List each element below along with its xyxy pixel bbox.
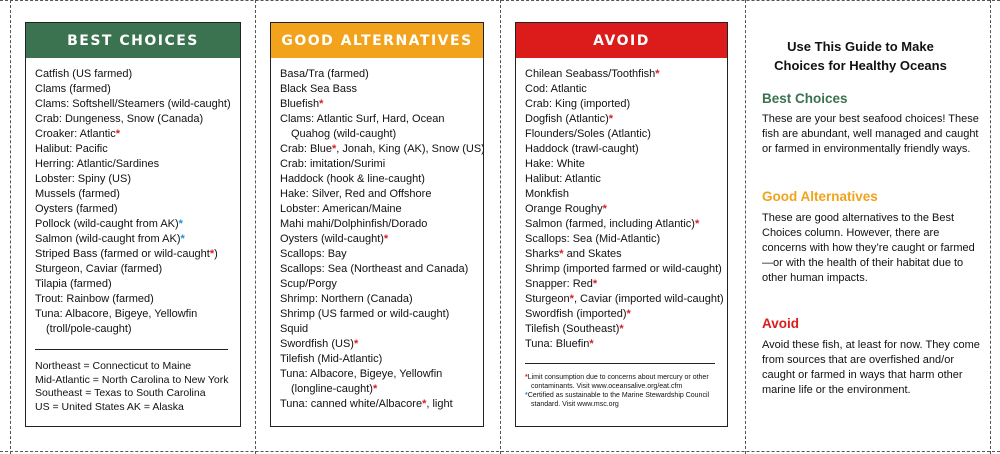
avoid-list: [525, 67, 723, 352]
list-item: [280, 397, 479, 412]
list-item: [35, 307, 236, 337]
item-name: Haddock (trawl-caught): [525, 143, 639, 155]
red-asterisk-icon: *: [592, 278, 598, 290]
list-item: [35, 232, 236, 247]
list-item: [525, 202, 723, 217]
item-name: Cod: Atlantic: [525, 83, 587, 95]
list-item: [525, 142, 723, 157]
list-item: [280, 187, 479, 202]
fold-line-3: [500, 0, 501, 454]
list-item: [280, 202, 479, 217]
item-name: Dogfish (Atlantic): [525, 113, 609, 125]
red-asterisk-icon: *: [602, 203, 607, 215]
item-name: Pollock (wild-caught from AK): [35, 218, 179, 230]
item-name: Tilefish (Southeast): [525, 323, 620, 335]
list-item: [280, 247, 479, 262]
list-item: [35, 127, 236, 142]
list-item: [280, 82, 479, 97]
list-item: [525, 82, 723, 97]
list-item: [525, 232, 723, 247]
item-name: Swordfish (imported): [525, 308, 627, 320]
item-name: Chilean Seabass/Toothfish: [525, 68, 656, 80]
item-name: Shrimp (US farmed or wild-caught): [280, 308, 450, 320]
fold-line-5: [990, 0, 991, 454]
best-choices-panel: [25, 22, 241, 427]
item-name: Catfish (US farmed): [35, 68, 133, 80]
item-name: Oysters (farmed): [35, 203, 118, 215]
list-item: [280, 367, 479, 397]
list-item: [525, 292, 723, 307]
item-name: Lobster: American/Maine: [280, 203, 402, 215]
item-name: Mussels (farmed): [35, 188, 120, 200]
item-name: Salmon (wild-caught from AK): [35, 233, 181, 245]
list-item: [35, 247, 236, 262]
guide-avoid-heading: Avoid: [762, 316, 799, 331]
item-name: Flounders/Soles (Atlantic): [525, 128, 651, 140]
item-name: Shrimp: Northern (Canada): [280, 293, 413, 305]
item-name: Sturgeon: [525, 293, 570, 305]
item-name: Sharks: [525, 248, 560, 260]
item-name: Crab: imitation/Surimi: [280, 158, 386, 170]
list-item: [280, 97, 479, 112]
good-alternatives-panel: [270, 22, 484, 427]
item-name: Haddock (hook & line-caught): [280, 173, 425, 185]
item-name: Swordfish (US): [280, 338, 354, 350]
best-choices-header: BEST CHOICES: [26, 23, 240, 58]
item-name: Herring: Atlantic/Sardines: [35, 158, 160, 170]
list-item: [280, 337, 479, 352]
list-item: [35, 262, 236, 277]
item-name: Hake: Silver, Red and Offshore: [280, 188, 432, 200]
good-alternatives-header: GOOD ALTERNATIVES: [271, 23, 483, 58]
list-item: [35, 82, 236, 97]
item-name: Tuna: Albacore, Bigeye, Yellowfin (longline-caught): [280, 368, 443, 395]
list-item: [525, 217, 723, 232]
region-legend-item: Northeast = Connecticut to Maine: [35, 360, 192, 372]
item-name: Tilapia (farmed): [35, 278, 112, 290]
item-name: Mahi mahi/Dolphinfish/Dorado: [280, 218, 428, 230]
item-name: Monkfish: [525, 188, 570, 200]
item-suffix: , Caviar (imported wild-caught): [573, 293, 724, 305]
item-name: Lobster: Spiny (US): [35, 173, 131, 185]
list-item: [280, 217, 479, 232]
list-item: [280, 157, 479, 172]
list-item: [280, 352, 479, 367]
red-asterisk-icon: *: [559, 248, 564, 260]
best-choices-list: [35, 67, 236, 337]
red-asterisk-icon: *: [655, 68, 660, 80]
list-item: [35, 172, 236, 187]
footnote-msc: [525, 391, 721, 409]
item-name: Tuna: Bluefin: [525, 338, 590, 350]
item-name: Orange Roughy: [525, 203, 603, 215]
item-name: Shrimp (imported farmed or wild-caught): [525, 263, 722, 275]
blue-asterisk-icon: *: [180, 233, 185, 245]
list-item: [525, 127, 723, 142]
footnote-text: Limit consumption due to concerns about mercury or other contaminants. Visit www.oceansalive.org/eat.cfm: [527, 374, 709, 390]
red-asterisk-icon: *: [383, 233, 389, 245]
good-alternatives-list: [280, 67, 485, 412]
item-name: Squid: [280, 323, 309, 335]
list-item: [35, 157, 236, 172]
list-item: [280, 322, 479, 337]
red-asterisk-icon: *: [422, 398, 427, 410]
item-name: Tuna: canned white/Albacore: [280, 398, 423, 410]
item-name: Oysters (wild-caught): [280, 233, 384, 245]
item-name: Tilefish (Mid-Atlantic): [280, 353, 383, 365]
item-suffix: and Skates: [563, 248, 622, 260]
red-asterisk-icon: *: [619, 323, 624, 335]
item-name: Halibut: Pacific: [35, 143, 108, 155]
list-item: [525, 172, 723, 187]
red-asterisk-icon: *: [626, 308, 631, 320]
list-item: [525, 157, 723, 172]
red-asterisk-icon: *: [331, 143, 337, 155]
footnote-mercury: [525, 373, 721, 391]
item-name: Clams: Softshell/Steamers (wild-caught): [35, 98, 231, 110]
red-asterisk-icon: *: [319, 98, 324, 110]
fold-line-4: [745, 0, 746, 454]
item-name: Crab: Blue: [280, 143, 332, 155]
list-item: [280, 277, 479, 292]
list-item: [525, 67, 723, 82]
list-item: [280, 112, 479, 142]
red-asterisk-icon: *: [372, 383, 378, 395]
red-asterisk-icon: *: [525, 374, 528, 381]
red-asterisk-icon: *: [608, 113, 614, 125]
blue-asterisk-icon: *: [525, 392, 528, 399]
item-name: Scallops: Sea (Northeast and Canada): [280, 263, 469, 275]
list-item: [35, 277, 236, 292]
guide-good-heading: Good Alternatives: [762, 189, 878, 204]
list-item: [280, 142, 485, 157]
blue-asterisk-icon: *: [178, 218, 183, 230]
list-item: [525, 307, 723, 322]
list-item: [280, 67, 479, 82]
region-legend-item: Southeast = Texas to South Carolina: [35, 387, 206, 399]
list-item: [35, 217, 236, 232]
guide-good-text: These are good alternatives to the Best Choices column. However, there are concerns with how they’re caught or farmed—or with the health of their habitat due to other human impacts.: [762, 212, 975, 284]
item-name: Scallops: Sea (Mid-Atlantic): [525, 233, 661, 245]
red-asterisk-icon: *: [589, 338, 594, 350]
item-name: Crab: King (imported): [525, 98, 631, 110]
list-item: [525, 262, 723, 277]
list-item: [35, 142, 236, 157]
item-name: Clams (farmed): [35, 83, 111, 95]
item-name: Black Sea Bass: [280, 83, 358, 95]
item-name: Croaker: Atlantic: [35, 128, 116, 140]
list-item: [525, 112, 723, 127]
red-asterisk-icon: *: [569, 293, 574, 305]
red-asterisk-icon: *: [209, 248, 215, 260]
item-name: Scup/Porgy: [280, 278, 337, 290]
avoid-header: AVOID: [516, 23, 727, 58]
item-suffix: , light: [426, 398, 453, 410]
avoid-divider: [525, 363, 715, 364]
guide-best-heading: Best Choices: [762, 91, 848, 106]
item-name: Halibut: Atlantic: [525, 173, 601, 185]
fold-line-2: [255, 0, 256, 454]
item-name: Scallops: Bay: [280, 248, 347, 260]
list-item: [35, 292, 236, 307]
item-name: Snapper: Red: [525, 278, 593, 290]
guide-title-line: Use This Guide to Make: [787, 39, 934, 54]
item-name: Sturgeon, Caviar (farmed): [35, 263, 163, 275]
list-item: [35, 112, 236, 127]
guide-best-text: These are your best seafood choices! These fish are abundant, well managed and caught or farmed in environmentally friendly ways.: [762, 113, 979, 155]
list-item: [525, 322, 723, 337]
item-name: Basa/Tra (farmed): [280, 68, 369, 80]
list-item: [280, 307, 479, 322]
list-item: [35, 202, 236, 217]
item-name: Bluefish: [280, 98, 320, 110]
fold-line-1: [10, 0, 11, 454]
list-item: [280, 292, 479, 307]
guide-title-line: Choices for Healthy Oceans: [774, 58, 947, 73]
guide-title: [758, 37, 963, 75]
guide-avoid-text: Avoid these fish, at least for now. They come from sources that are overfished and/or caught or farmed in ways that harm other marine life or the environment.: [762, 339, 980, 396]
list-item: [525, 97, 723, 112]
red-asterisk-icon: *: [694, 218, 700, 230]
list-item: [280, 172, 479, 187]
list-item: [35, 97, 236, 112]
list-item: [525, 247, 723, 262]
avoid-panel: [515, 22, 728, 427]
item-name: Hake: White: [525, 158, 585, 170]
region-legend-item: US = United States AK = Alaska: [35, 400, 184, 413]
item-name: Crab: Dungeness, Snow (Canada): [35, 113, 204, 125]
list-item: [525, 277, 723, 292]
region-legend-item: Mid-Atlantic = North Carolina to New York: [35, 373, 229, 386]
list-item: [35, 187, 236, 202]
best-choices-divider: [35, 349, 228, 350]
list-item: [280, 262, 479, 277]
list-item: [280, 232, 479, 247]
list-item: [525, 337, 723, 352]
red-asterisk-icon: *: [115, 128, 120, 140]
item-name: Salmon (farmed, including Atlantic): [525, 218, 695, 230]
item-name: Striped Bass (farmed or wild-caught: [35, 248, 210, 260]
red-asterisk-icon: *: [353, 338, 359, 350]
list-item: [525, 187, 723, 202]
item-suffix: ): [214, 248, 218, 260]
item-name: Clams: Atlantic Surf, Hard, Ocean Quahog (wild-caught): [280, 113, 445, 140]
list-item: [35, 67, 236, 82]
footnote-text: Certified as sustainable to the Marine Stewardship Council standard. Visit www.msc.org: [527, 392, 710, 408]
item-suffix: , Jonah, King (AK), Snow (US): [336, 143, 485, 155]
item-name: Tuna: Albacore, Bigeye, Yellowfin (troll/pole-caught): [35, 308, 198, 335]
footnotes: [525, 373, 721, 409]
item-name: Trout: Rainbow (farmed): [35, 293, 154, 305]
region-legend: [35, 360, 236, 414]
